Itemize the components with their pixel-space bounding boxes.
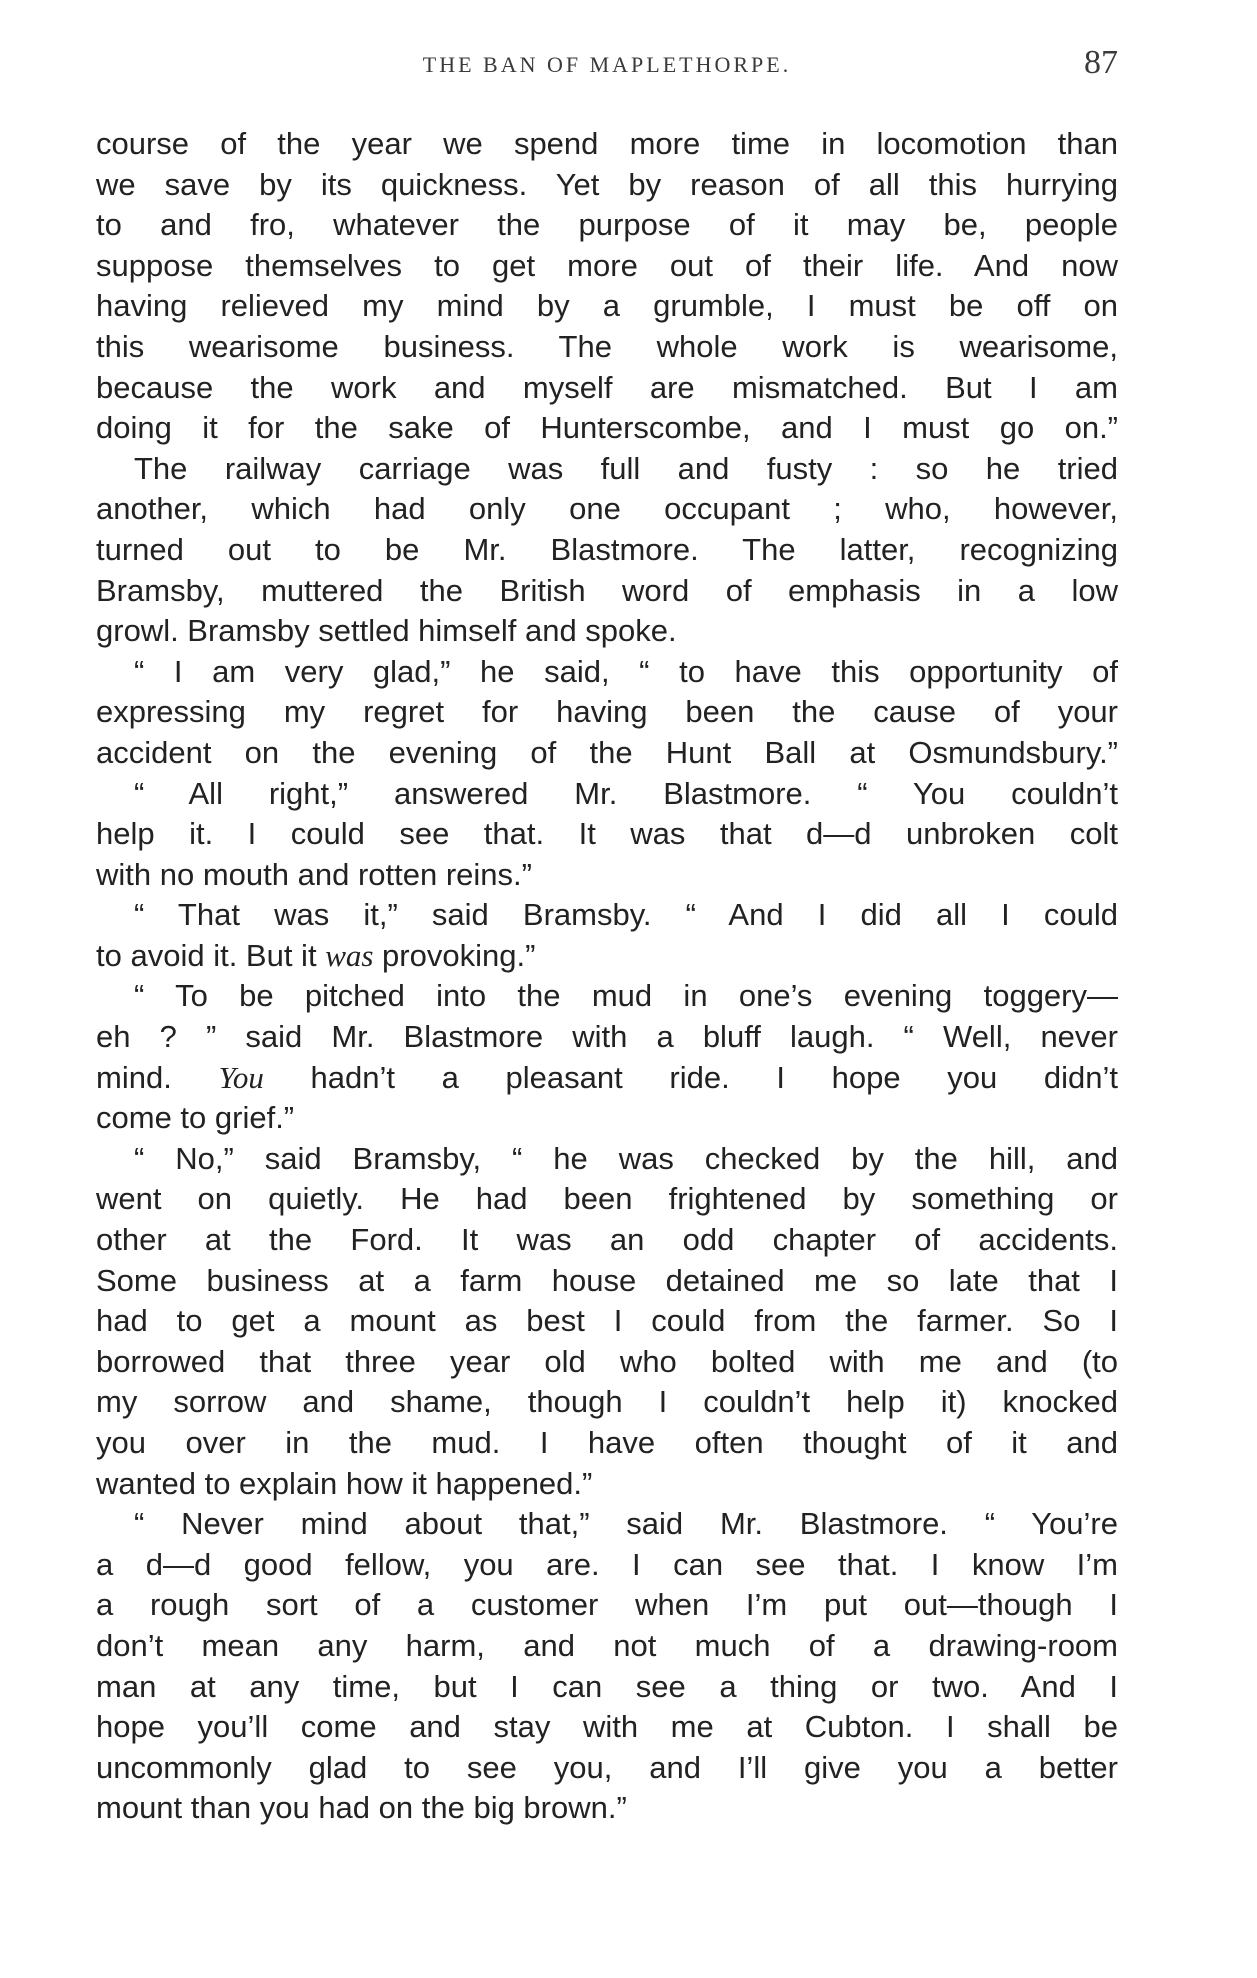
line-text: another, which had only one occupant ; who, however,: [96, 491, 1118, 527]
page-number: 87: [1084, 44, 1118, 81]
text-line: [96, 1707, 1118, 1748]
line-text: help it. I could see that. It was that d—d unbroken colt: [96, 816, 1118, 852]
line-text: other at the Ford. It was an odd chapter of accidents.: [96, 1222, 1118, 1258]
text-line: [96, 936, 1118, 977]
line-text: accident on the evening of the Hunt Ball at Osmundsbury.”: [96, 734, 1118, 770]
text-line: [96, 1464, 1118, 1505]
line-text: course of the year we spend more time in locomotion than: [96, 126, 1118, 161]
line-text: with no mouth and rotten reins.”: [96, 856, 532, 892]
line-text: to and fro, whatever the purpose of it may be, people: [96, 207, 1118, 243]
line-text: had to get a mount as best I could from the farmer. So I: [96, 1303, 1118, 1339]
line-text: uncommonly glad to see you, and I’ll give you a better: [96, 1749, 1118, 1785]
line-text-continued: provoking.”: [373, 937, 536, 973]
text-line: [96, 246, 1118, 287]
italic-emphasis: You: [218, 1059, 264, 1095]
text-line: [96, 976, 1118, 1017]
text-line: [96, 1261, 1118, 1302]
line-text: “ Never mind about that,” said Mr. Blastmore. “ You’re: [134, 1506, 1118, 1542]
text-line: [96, 286, 1118, 327]
line-text: borrowed that three year old who bolted with me and (to: [96, 1343, 1118, 1379]
text-line: [96, 1667, 1118, 1708]
text-line: [96, 1342, 1118, 1383]
text-line: [96, 1504, 1118, 1545]
text-line: [96, 1423, 1118, 1464]
text-line: [96, 652, 1118, 693]
line-text-continued: hadn’t a pleasant ride. I hope you didn’t: [263, 1059, 1118, 1095]
text-line: [96, 774, 1118, 815]
text-line: [96, 408, 1118, 449]
line-text: turned out to be Mr. Blastmore. The latter, recognizing: [96, 531, 1118, 567]
text-line: [96, 368, 1118, 409]
text-line: [96, 449, 1118, 490]
text-line: [96, 571, 1118, 612]
text-line: [96, 1545, 1118, 1586]
line-text: “ To be pitched into the mud in one’s evening toggery—: [134, 978, 1118, 1014]
line-text: The railway carriage was full and fusty : so he tried: [134, 450, 1118, 486]
line-text: “ That was it,” said Bramsby. “ And I did all I could: [134, 897, 1118, 933]
text-line: [96, 489, 1118, 530]
line-text: a rough sort of a customer when I’m put out—though I: [96, 1587, 1118, 1623]
line-text: a d—d good fellow, you are. I can see that. I know I’m: [96, 1546, 1118, 1582]
line-text: growl. Bramsby settled himself and spoke.: [96, 613, 677, 649]
line-text: because the work and myself are mismatched. But I am: [96, 369, 1118, 405]
text-line: [96, 205, 1118, 246]
text-line: [96, 855, 1118, 896]
text-line: [96, 1585, 1118, 1626]
text-line: [96, 1626, 1118, 1667]
line-text: you over in the mud. I have often thought of it and: [96, 1425, 1118, 1460]
line-text: “ All right,” answered Mr. Blastmore. “ You couldn’t: [134, 775, 1118, 811]
line-text: don’t mean any harm, and not much of a drawing-room: [96, 1627, 1118, 1663]
line-text: Bramsby, muttered the British word of emphasis in a low: [96, 572, 1118, 608]
line-text: come to grief.”: [96, 1100, 295, 1136]
running-head: [96, 44, 1118, 84]
body-text: [96, 124, 1118, 1829]
text-line: [96, 733, 1118, 774]
text-line: [96, 1058, 1118, 1099]
line-text: eh ? ” said Mr. Blastmore with a bluff laugh. “ Well, never: [96, 1019, 1118, 1055]
text-line: [96, 895, 1118, 936]
line-text: mind.: [96, 1059, 172, 1095]
line-text: doing it for the sake of Hunterscombe, and I must go on.”: [96, 410, 1118, 446]
line-text: to avoid it. But it: [96, 937, 317, 973]
line-text: this wearisome business. The whole work is wearisome,: [96, 328, 1118, 364]
text-line: [96, 814, 1118, 855]
line-text: expressing my regret for having been the cause of your: [96, 694, 1118, 730]
line-text: having relieved my mind by a grumble, I must be off on: [96, 288, 1118, 324]
line-text: suppose themselves to get more out of their life. And now: [96, 247, 1118, 283]
running-title: THE BAN OF MAPLETHORPE.: [422, 52, 792, 77]
line-text: went on quietly. He had been frightened by something or: [96, 1181, 1118, 1217]
line-text: Some business at a farm house detained me so late that I: [96, 1262, 1118, 1298]
line-text: “ No,” said Bramsby, “ he was checked by the hill, and: [134, 1140, 1118, 1176]
text-line: [96, 1098, 1118, 1139]
text-line: [96, 1220, 1118, 1261]
text-line: [96, 1748, 1118, 1789]
text-line: [96, 692, 1118, 733]
text-line: [96, 1788, 1118, 1829]
line-text: mount than you had on the big brown.”: [96, 1790, 627, 1826]
line-text: “ I am very glad,” he said, “ to have this opportunity of: [134, 653, 1118, 689]
line-text: we save by its quickness. Yet by reason of all this hurrying: [96, 166, 1118, 202]
text-line: [96, 1382, 1118, 1423]
line-text: hope you’ll come and stay with me at Cubton. I shall be: [96, 1709, 1118, 1745]
text-line: [96, 1017, 1118, 1058]
text-line: [96, 1139, 1118, 1180]
line-text: wanted to explain how it happened.”: [96, 1465, 593, 1501]
text-line: [96, 611, 1118, 652]
line-text: my sorrow and shame, though I couldn’t help it) knocked: [96, 1384, 1118, 1420]
italic-emphasis: was: [325, 937, 374, 973]
text-line: [96, 1179, 1118, 1220]
text-line: [96, 530, 1118, 571]
text-line: [96, 1301, 1118, 1342]
line-text: man at any time, but I can see a thing or two. And I: [96, 1668, 1118, 1704]
text-line: [96, 165, 1118, 206]
text-line: [96, 124, 1118, 165]
text-line: [96, 327, 1118, 368]
